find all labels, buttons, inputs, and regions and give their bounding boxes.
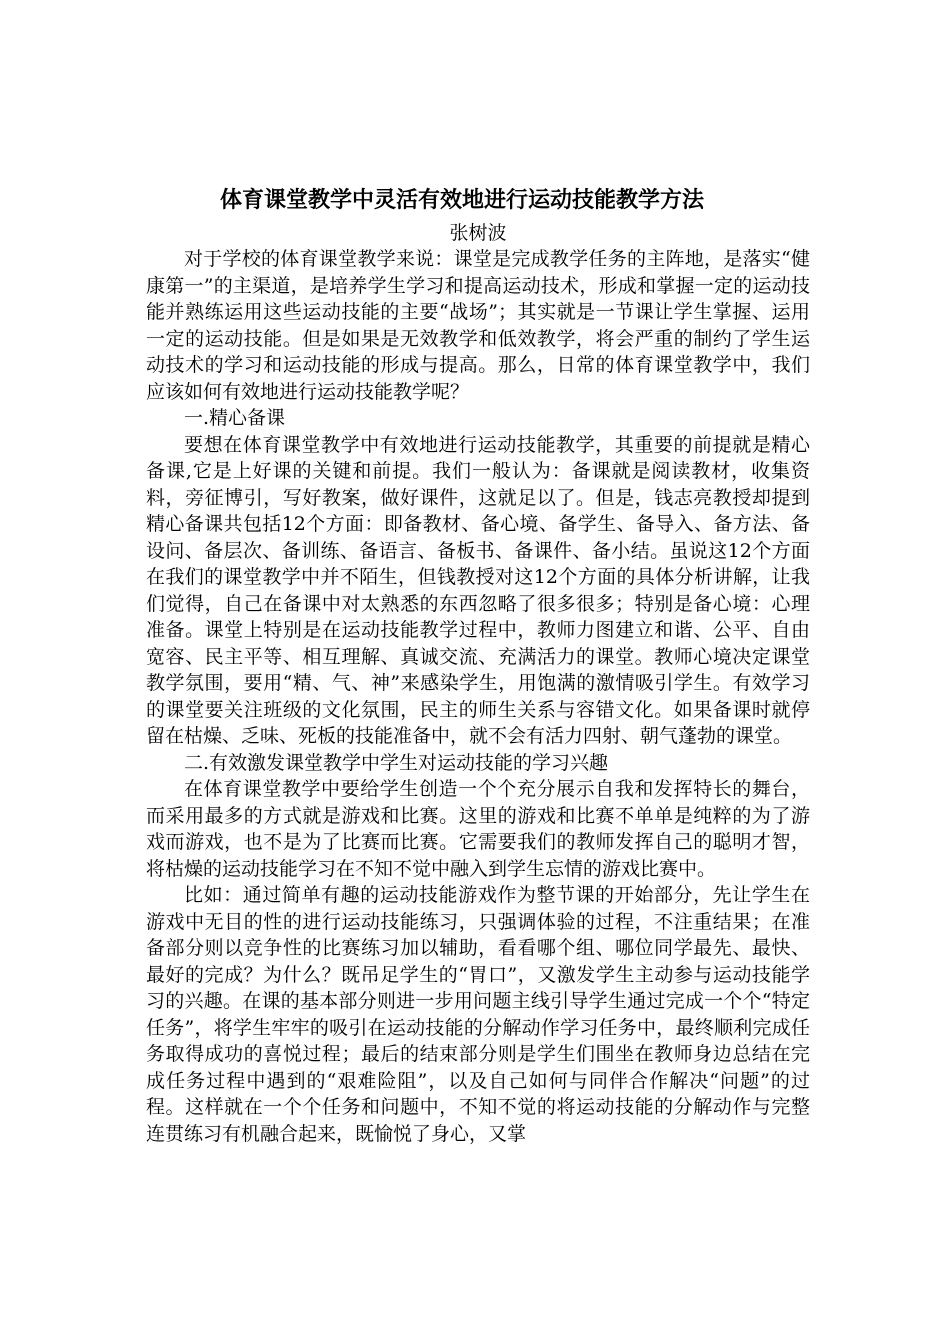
section-2-paragraph-2: 比如：通过简单有趣的运动技能游戏作为整节课的开始部分，先让学生在游戏中无目的性的进行运动技能练习，只强调体验的过程，不注重结果；在准备部分则以竞争性的比赛练习加以辅助，看看哪个组、哪位同学最先、最快、最好的完成？为什么？既吊足学生的“胃口”，又激发学生主动参与运动技能学习的兴趣。在课的基本部分则进一步用问题主线引导学生通过完成一个个“特定任务”，将学生牢牢的吸引在运动技能的分解动作学习任务中，最终顺利完成任务取得成功的喜悦过程；最后的结束部分则是学生们围坐在教师身边总结在完成任务过程中遇到的“艰难险阻”，以及自己如何与同伴合作解决“问题”的过程。这样就在一个个任务和问题中，不知不觉的将运动技能的分解动作与完整连贯练习有机融合起来，既愉悦了身心，又掌 <box>146 884 810 1145</box>
section-2-heading: 二.有效激发课堂教学中学生对运动技能的学习兴趣 <box>184 751 609 774</box>
document-author: 张树波 <box>449 222 507 244</box>
section-1-heading: 一.精心备课 <box>184 407 286 429</box>
document-page <box>146 180 810 1147</box>
section-1-paragraph: 要想在体育课堂教学中有效地进行运动技能教学，其重要的前提就是精心备课,它是上好课的关键和前提。我们一般认为：备课就是阅读教材，收集资料，旁征博引，写好教案，做好课件，这就足以了。但是，钱志亮教授却提到精心备课共包括12个方面：即备教材、备心境、备学生、备导入、备方法、备设问、备层次、备训练、备语言、备板书、备课件、备小结。虽说这12个方面在我们的课堂教学中并不陌生，但钱教授对这12个方面的具体分析讲解，让我们觉得，自己在备课中对太熟悉的东西忽略了很多很多；特别是备心境：心理准备。课堂上特别是在运动技能教学过程中，教师力图建立和谐、公平、自由宽容、民主平等、相互理解、真诚交流、充满活力的课堂。教师心境决定课堂教学氛围，要用“精、气、神”来感染学生，用饱满的激情吸引学生。有效学习的课堂要关注班级的文化氛围，民主的师生关系与容错文化。如果备课时就停留在枯燥、乏味、死板的技能准备中，就不会有活力四射、朝气蓬勃的课堂。 <box>146 433 810 747</box>
intro-paragraph: 对于学校的体育课堂教学来说：课堂是完成教学任务的主阵地，是落实“健康第一”的主渠道，是培养学生学习和提高运动技术，形成和掌握一定的运动技能并熟练运用这些运动技能的主要“战场”；其实就是一节课让学生掌握、运用一定的运动技能。但是如果是无效教学和低效教学，将会严重的制约了学生运动技术的学习和运动技能的形成与提高。那么，日常的体育课堂教学中，我们应该如何有效地进行运动技能教学呢？ <box>146 248 810 403</box>
section-2-paragraph-1: 在体育课堂教学中要给学生创造一个个充分展示自我和发挥特长的舞台，而采用最多的方式就是游戏和比赛。这里的游戏和比赛不单单是纯粹的为了游戏而游戏，也不是为了比赛而比赛。它需要我们的教师发挥自己的聪明才智，将枯燥的运动技能学习在不知不觉中融入到学生忘情的游戏比赛中。 <box>146 778 810 880</box>
document-title: 体育课堂教学中灵活有效地进行运动技能教学方法 <box>220 187 705 213</box>
